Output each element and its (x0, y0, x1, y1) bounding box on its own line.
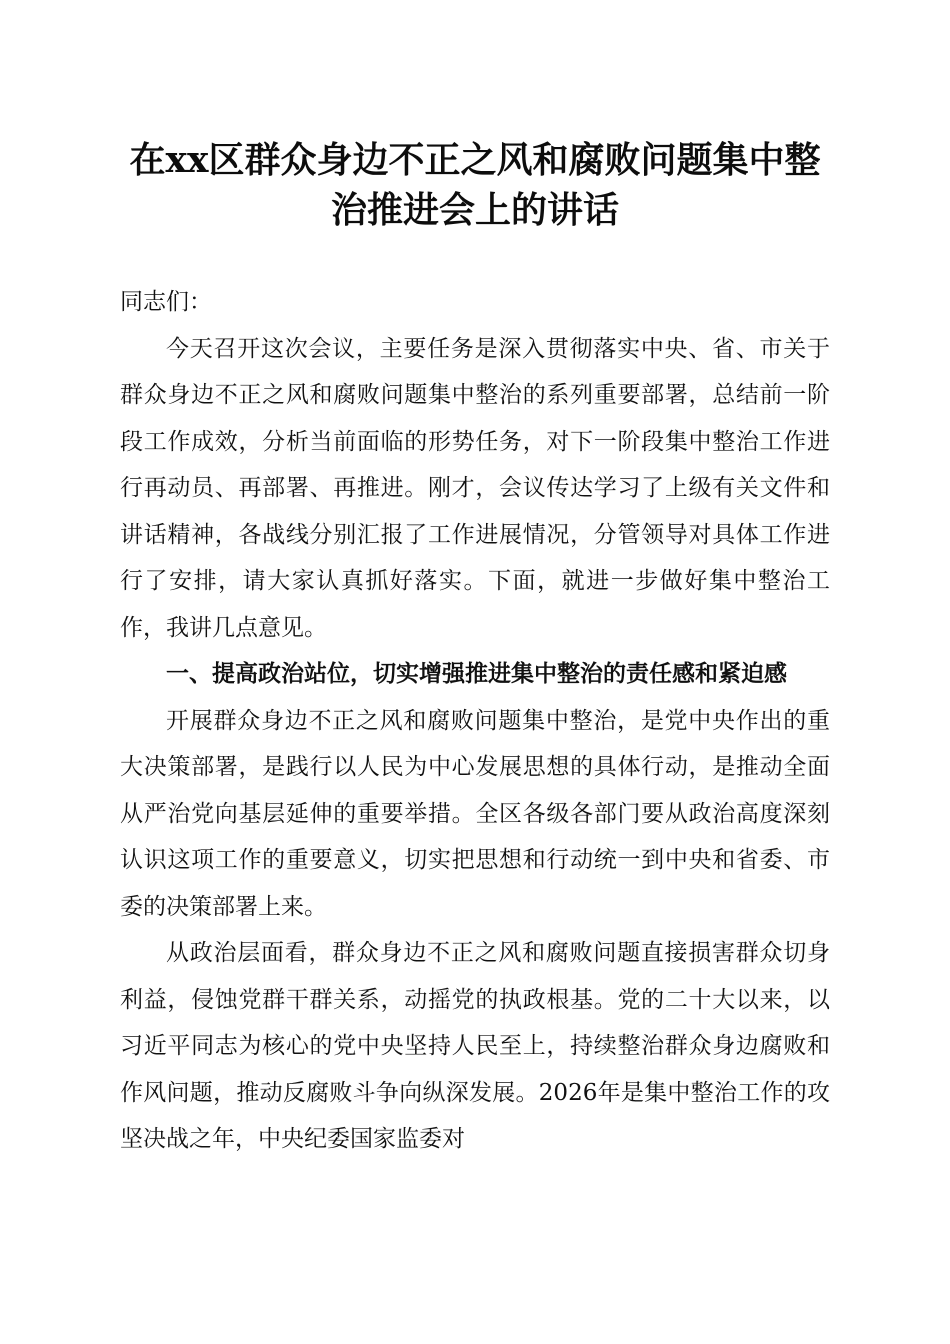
title-line-1: 在xx区群众身边不正之风和腐败问题集中整 (129, 139, 821, 181)
paragraph-3-tail: 2026年是集中整治工作的攻坚决战之年，中央纪委国家监委对 (120, 1079, 830, 1152)
paragraph-2: 开展群众身边不正之风和腐败问题集中整治，是党中央作出的重大决策部署，是践行以人民为中心发展思想的具体行动，是推动全面从严治党向基层延伸的重要举措。全区各级各部门要从政治高度深刻认识这项工作的重要意义，切实把思想和行动统一到中央和省委、市委的决策部署上来。 (120, 707, 830, 920)
document-title (120, 135, 830, 235)
paragraph-1: 今天召开这次会议，主要任务是深入贯彻落实中央、省、市关于群众身边不正之风和腐败问题集中整治的系列重要部署，总结前一阶段工作成效，分析当前面临的形势任务，对下一阶段集中整治工作进行再动员、再部署、再推进。刚才，会议传达学习了上级有关文件和讲话精神，各战线分别汇报了工作进展情况，分管领导对具体工作进行了安排，请大家认真抓好落实。下面，就进一步做好集中整治工作，我讲几点意见。 (120, 335, 830, 641)
title-line-2: 治推进会上的讲话 (330, 189, 619, 231)
paragraph-3-text: 从政治层面看，群众身边不正之风和腐败问题直接损害群众切身利益，侵蚀党群干群关系，动摇党的执政根基。党的二十大以来，以习近平同志为核心的党中央坚持人民至上，持续整治群众身边腐败和作风问题，推动反腐败斗争向纵深发展。 (120, 940, 830, 1106)
paragraph-3 (120, 930, 830, 1163)
document-body (120, 279, 830, 1163)
section-heading-1: 一、提高政治站位，切实增强推进集中整治的责任感和紧迫感 (166, 661, 787, 687)
greeting: 同志们： (120, 289, 212, 315)
